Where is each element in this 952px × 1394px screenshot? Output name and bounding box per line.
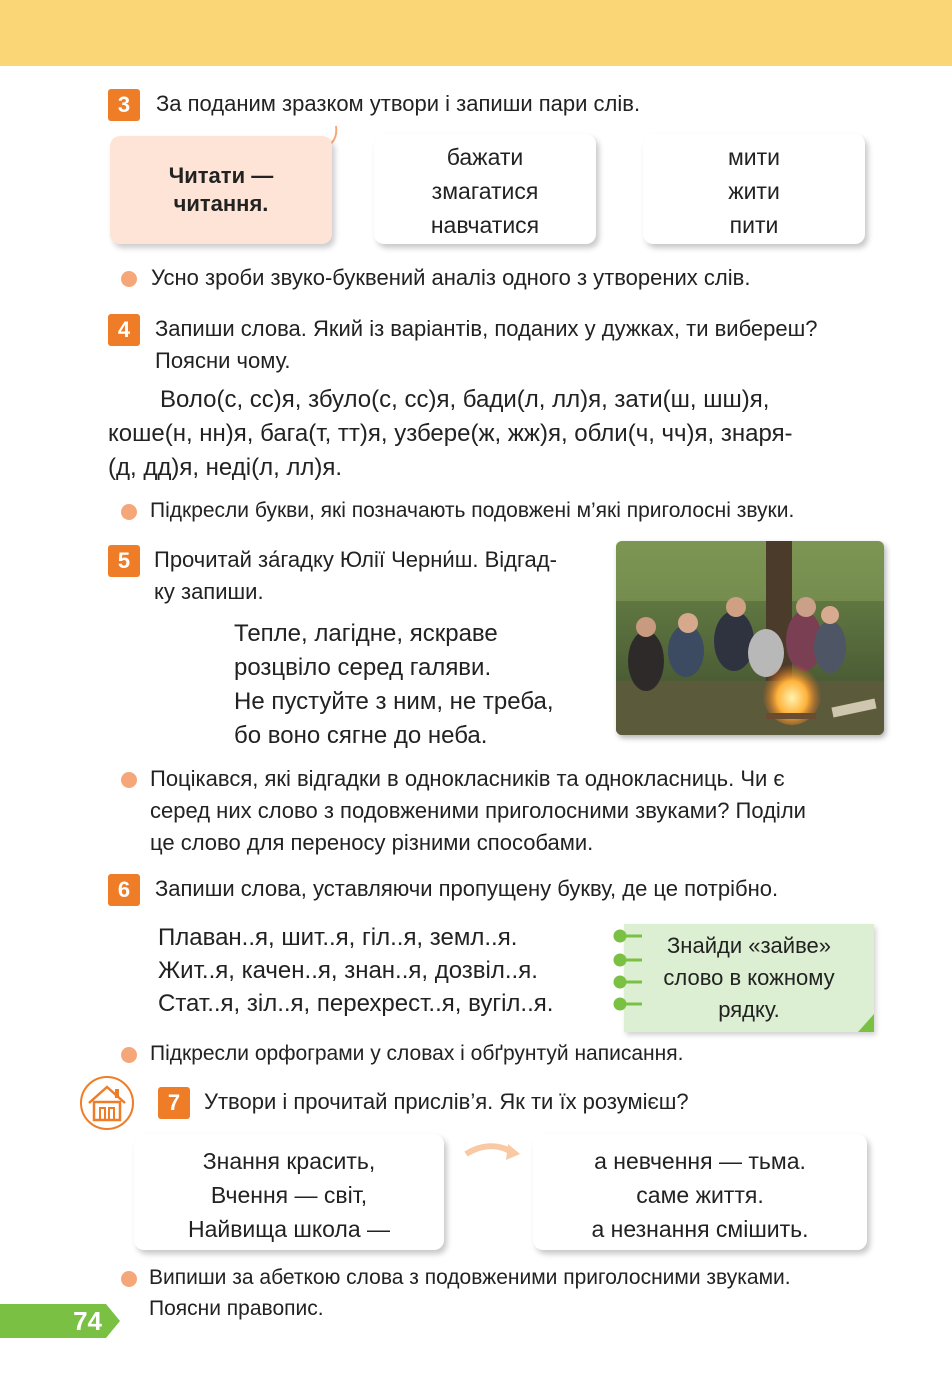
exercise-4-task: Підкресли букви, які позначають подовжені м’які приголосні звуки.	[150, 499, 795, 522]
page-number	[0, 1304, 106, 1338]
sample-line-1: Читати —	[168, 163, 274, 188]
campfire-photo	[616, 541, 884, 735]
exercise-4-words-2: коше(н, нн)я, бага(т, тт)я, узбере(ж, жж)я, обли(ч, чч)я, знаря-	[108, 420, 793, 447]
sample-line-2: читання.	[173, 191, 269, 216]
word-card-1	[374, 134, 596, 244]
proverb-endings-card	[533, 1134, 867, 1250]
page-number-text: 74	[73, 1306, 102, 1336]
exercise-4-instruction-2: Поясни чому.	[155, 348, 291, 373]
word-card-2	[643, 134, 865, 244]
exercise-6-instruction: Запиши слова, уставляючи пропущену букву, де це потрібно.	[155, 876, 779, 901]
exercise-6-words-3: Стат..я, зіл..я, перехрест..я, вугіл..я.	[158, 990, 554, 1017]
bullet-icon	[121, 1047, 137, 1063]
exercise-6-task: Підкресли орфограми у словах і обґрунтуй написання.	[150, 1042, 684, 1065]
hint-note	[624, 924, 874, 1032]
note-line-2: слово в кожному	[663, 965, 835, 990]
word: жити	[728, 178, 780, 204]
bullet-icon	[121, 1271, 137, 1287]
note-line-1: Знайди «зайве»	[667, 933, 831, 958]
exercise-5-task-3: це слово для переносу різними способами.	[150, 830, 594, 855]
exercise-7-instruction: Утвори і прочитай прислів’я. Як ти їх розумієш?	[204, 1089, 689, 1114]
exercise-5-instruction-1: Прочитай за́гадку Юлії Черни́ш. Відгад-	[154, 547, 557, 572]
poem-line-3: Не пустуйте з ним, не треба,	[234, 688, 554, 715]
exercise-4-words-1: Воло(с, сс)я, збуло(с, сс)я, бади(л, лл)я, зати(ш, шш)я,	[160, 386, 770, 413]
exercise-7-task-1: Випиши за абеткою слова з подовженими приголосними звуками.	[149, 1266, 791, 1289]
word: навчатися	[430, 212, 540, 238]
proverb-start: Знання красить,	[202, 1148, 376, 1174]
bullet-icon	[121, 271, 137, 287]
proverb-end: а незнання смішить.	[591, 1216, 809, 1242]
exercise-7-task-2: Поясни правопис.	[149, 1297, 324, 1320]
top-banner	[0, 0, 952, 66]
word: мити	[727, 144, 781, 170]
exercise-5-instruction-2: ку запиши.	[154, 579, 264, 604]
note-line-3: рядку.	[718, 997, 780, 1022]
binder-rings-icon	[612, 926, 646, 1016]
proverb-start: Найвища школа —	[187, 1216, 391, 1242]
exercise-5-number: 5	[108, 545, 140, 577]
exercise-5-task-2: серед них слово з подовженими приголосними звуками? Поділи	[150, 798, 806, 823]
poem-line-2: розцвіло серед галяви.	[234, 654, 492, 681]
exercise-4-number: 4	[108, 314, 140, 346]
proverb-end: а невчення — тьма.	[594, 1148, 806, 1174]
sample-card	[110, 136, 332, 244]
exercise-4-words-3: (д, дд)я, неді(л, лл)я.	[108, 454, 343, 481]
exercise-4-instruction-1: Запиши слова. Який із варіантів, поданих у дужках, ти вибереш?	[155, 316, 818, 341]
arrow-right-icon	[464, 1140, 522, 1168]
proverb-end: саме життя.	[636, 1182, 764, 1208]
proverb-beginnings-card	[134, 1134, 444, 1250]
word: змагатися	[431, 178, 539, 204]
word: пити	[729, 212, 779, 238]
exercise-5-task-1: Поцікався, які відгадки в однокласників та однокласниць. Чи є	[150, 766, 785, 791]
exercise-3-task: Усно зроби звуко-буквений аналіз одного з утворених слів.	[151, 265, 751, 290]
page-tab-tip	[106, 1304, 120, 1338]
page-corner-icon	[858, 1014, 874, 1032]
exercise-6-words-1: Плаван..я, шит..я, гіл..я, земл..я.	[158, 924, 518, 951]
bullet-icon	[121, 504, 137, 520]
exercise-3-number: 3	[108, 89, 140, 121]
exercise-7-number: 7	[158, 1087, 190, 1119]
poem-line-4: бо воно сягне до неба.	[234, 722, 488, 749]
bullet-icon	[121, 772, 137, 788]
poem-line-1: Тепле, лагідне, яскраве	[234, 620, 498, 647]
exercise-6-number: 6	[108, 874, 140, 906]
home-task-icon	[79, 1075, 135, 1131]
exercise-6-words-2: Жит..я, качен..я, знан..я, дозвіл..я.	[158, 957, 538, 984]
exercise-3-instruction: За поданим зразком утвори і запиши пари слів.	[156, 91, 641, 116]
proverb-start: Вчення — світ,	[210, 1182, 368, 1208]
word: бажати	[446, 144, 524, 170]
